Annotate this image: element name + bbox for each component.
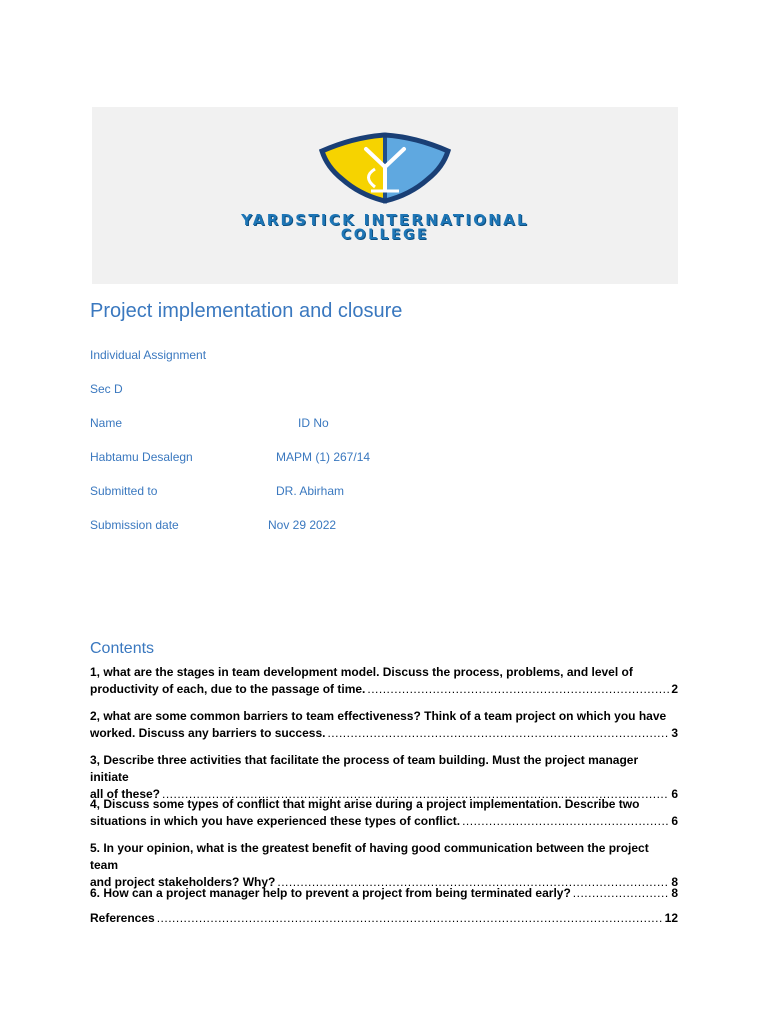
toc-entry-text: worked. Discuss any barriers to success. xyxy=(90,726,326,740)
name-label: Name xyxy=(90,416,123,430)
toc-page-number: 8 xyxy=(671,886,678,900)
toc-entry-text: productivity of each, due to the passage of time. xyxy=(90,682,366,696)
toc-leader-dots xyxy=(157,910,663,927)
toc-entry-text: 4, Discuss some types of conflict that might arise during a project implementation. Describe two xyxy=(90,797,640,811)
toc-entry-text: References xyxy=(90,911,155,925)
toc-entry-text: and project stakeholders? Why? xyxy=(90,875,276,889)
toc-page-number: 6 xyxy=(671,787,678,801)
toc-entry-text: all of these? xyxy=(90,787,161,801)
toc-entry-6[interactable] xyxy=(90,885,678,902)
toc-page-number: 8 xyxy=(671,875,678,889)
assignment-type: Individual Assignment xyxy=(90,348,207,362)
toc-leader-dots xyxy=(462,813,669,830)
toc-leader-dots xyxy=(573,885,670,902)
toc-entry-text: 5. In your opinion, what is the greatest benefit of having good communication between the project team xyxy=(90,841,649,872)
toc-entry-text: 2, what are some common barriers to team effectiveness? Think of a team project on which you have xyxy=(90,709,667,723)
submission-date-label: Submission date xyxy=(90,518,179,532)
toc-page-number: 2 xyxy=(671,682,678,696)
college-name-line1: YARDSTICK INTERNATIONAL xyxy=(241,211,529,229)
document-title: Project implementation and closure xyxy=(90,300,403,322)
toc-page-number: 12 xyxy=(664,911,678,925)
toc-entry-5[interactable] xyxy=(90,840,678,891)
toc-page-number: 3 xyxy=(671,726,678,740)
toc-entry-text: situations in which you have experienced these types of conflict. xyxy=(90,814,461,828)
contents-heading: Contents xyxy=(90,640,155,657)
toc-entry-references[interactable] xyxy=(90,910,678,927)
college-crest-icon xyxy=(92,107,678,284)
toc-page-number: 6 xyxy=(671,814,678,828)
toc-leader-dots xyxy=(327,725,669,742)
toc-leader-dots xyxy=(367,681,669,698)
toc-entry-text: 3, Describe three activities that facilitate the process of team building. Must the project manager initiate xyxy=(90,753,639,784)
submitted-to-value: DR. Abirham xyxy=(276,484,345,498)
student-id: MAPM (1) 267/14 xyxy=(276,450,371,464)
submitted-to-label: Submitted to xyxy=(90,484,158,498)
toc-entry-4[interactable] xyxy=(90,796,678,830)
id-label: ID No xyxy=(298,416,329,430)
toc-entry-2[interactable] xyxy=(90,708,678,742)
section-label: Sec D xyxy=(90,382,123,396)
toc-entry-1[interactable] xyxy=(90,664,678,698)
toc-entry-text: 1, what are the stages in team development model. Discuss the process, problems, and level of xyxy=(90,665,633,679)
college-name-line2: COLLEGE xyxy=(340,227,430,243)
submission-date-value: Nov 29 2022 xyxy=(268,518,337,532)
student-name: Habtamu Desalegn xyxy=(90,450,193,464)
college-banner xyxy=(92,107,678,284)
toc-entry-text: 6. How can a project manager help to prevent a project from being terminated early? xyxy=(90,886,571,900)
